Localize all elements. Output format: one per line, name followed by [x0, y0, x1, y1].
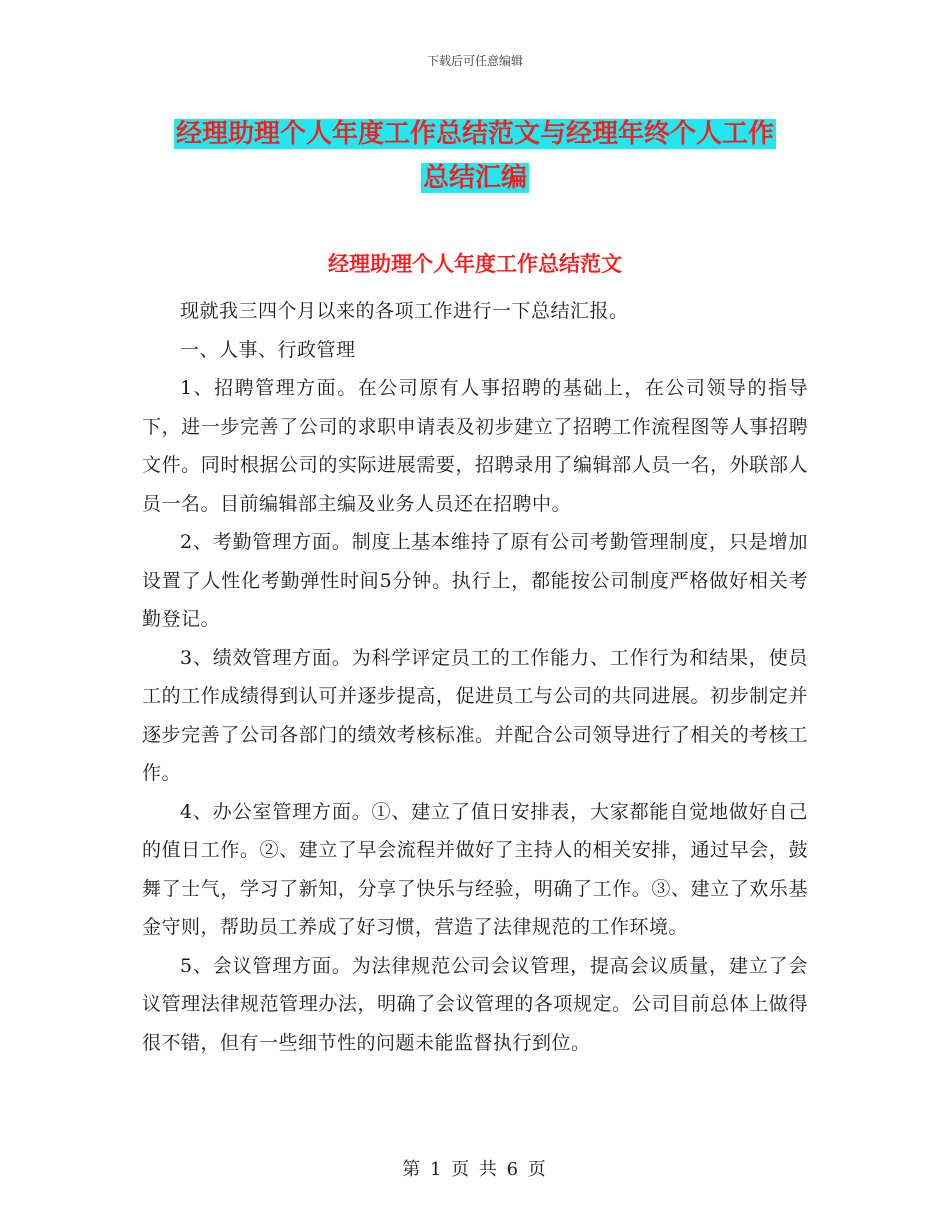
paragraph-section-heading: 一、人事、行政管理	[180, 338, 356, 361]
title-line-1: 经理助理个人年度工作总结范文与经理年终个人工作	[175, 119, 774, 149]
paragraph-meetings: 5、会议管理方面。为法律规范公司会议管理，提高会议质量，建立了会议管理法律规范管理办法，明确了会议管理的各项规定。公司目前总体上做得很不错，但有一些细节性的问题未能监督执行到位。	[142, 954, 808, 1054]
page-footer: 第 1 页 共 6 页	[402, 1159, 548, 1180]
paragraph-attendance: 2、考勤管理方面。制度上基本维持了原有公司考勤管理制度，只是增加设置了人性化考勤弹性时间5分钟。执行上，都能按公司制度严格做好相关考勤登记。	[142, 531, 808, 630]
title-line-2: 总结汇编	[422, 163, 527, 193]
paragraph-performance: 3、绩效管理方面。为科学评定员工的工作能力、工作行为和结果，使员工的工作成绩得到认可并逐步提高，促进员工与公司的共同进展。初步制定并逐步完善了公司各部门的绩效考核标准。并配合公司领导进行了相关的考核工作。	[142, 646, 808, 784]
paragraph-recruitment: 1、招聘管理方面。在公司原有人事招聘的基础上，在公司领导的指导下，进一步完善了公司的求职申请表及初步建立了招聘工作流程图等人事招聘文件。同时根据公司的实际进展需要，招聘录用了编辑部人员一名，外联部人员一名。目前编辑部主编及业务人员还在招聘中。	[142, 377, 808, 515]
section-title: 经理助理个人年度工作总结范文	[328, 252, 622, 276]
header-note: 下载后可任意编辑	[426, 54, 523, 68]
paragraph-office: 4、办公室管理方面。①、建立了值日安排表，大家都能自觉地做好自己的值日工作。②、建立了早会流程并做好了主持人的相关安排，通过早会，鼓舞了士气，学习了新知，分享了快乐与经验，明确了工作。③、建立了欢乐基金守则，帮助员工养成了好习惯，营造了法律规范的工作环境。	[142, 800, 808, 938]
document-title	[0, 112, 950, 200]
document-body	[142, 292, 808, 1062]
paragraph-intro: 现就我三四个月以来的各项工作进行一下总结汇报。	[180, 300, 629, 322]
